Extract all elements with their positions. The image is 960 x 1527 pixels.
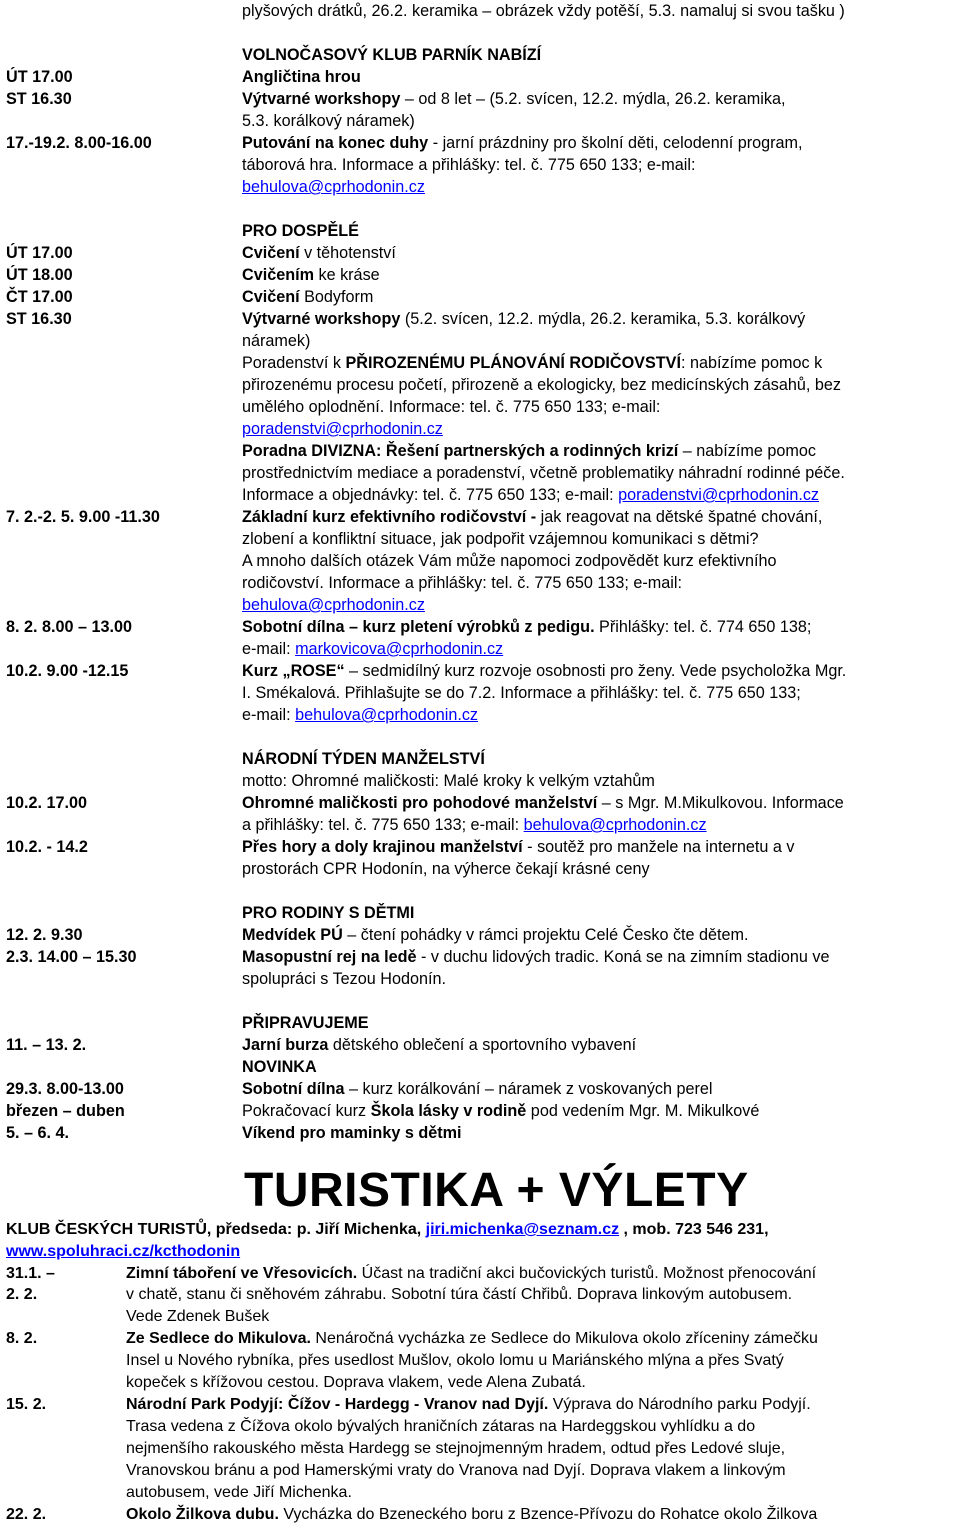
- event-text: [242, 638, 503, 660]
- event-text: [242, 440, 816, 462]
- event-title: Cvičením: [242, 266, 314, 284]
- event-date: ÚT 17.00: [6, 244, 73, 262]
- event-title: Výtvarné workshopy: [242, 90, 401, 108]
- event-date: ČT 17.00: [6, 288, 73, 306]
- event-text: [242, 88, 785, 110]
- event-title: Angličtina hrou: [242, 68, 361, 86]
- event-text: [242, 836, 794, 858]
- email-link[interactable]: jiri.michenka@seznam.cz: [425, 1221, 620, 1238]
- section-heading-pro-rodiny: PRO RODINY S DĚTMI: [242, 904, 415, 922]
- event-text: [242, 704, 478, 726]
- trip-title: Zimní táboření ve Vřesovicích.: [126, 1265, 358, 1282]
- section-heading-pro-dospele: PRO DOSPĚLÉ: [242, 222, 359, 240]
- event-desc: – kurz korálkování – náramek z voskovaných perel: [344, 1080, 713, 1098]
- email-link[interactable]: poradenstvi@cprhodonin.cz: [618, 486, 820, 504]
- event-text: [242, 1078, 713, 1100]
- event-text: [242, 352, 822, 374]
- event-desc: – od 8 let – (5.2. svícen, 12.2. mýdla, 26.2. keramika,: [400, 90, 786, 108]
- event-text: [242, 616, 811, 638]
- club-info: [6, 1219, 769, 1241]
- trip-text: Insel u Nového rybníka, přes usedlost Mušlov, okolo lomu u Mariánského mlýna a přes Svatý: [126, 1352, 784, 1369]
- event-text: [242, 286, 373, 308]
- email-link[interactable]: behulova@cprhodonin.cz: [523, 816, 707, 834]
- event-desc: Poradenství k: [242, 354, 346, 372]
- trip-text: kopeček s křížovou cestou. Doprava vlakem, vede Alena Zubatá.: [126, 1374, 586, 1391]
- event-date: ST 16.30: [6, 310, 72, 328]
- event-title: Jarní burza: [242, 1036, 329, 1054]
- page-title: TURISTIKA + VÝLETY: [244, 1164, 749, 1217]
- trip-text: [126, 1394, 811, 1416]
- trip-title: Národní Park Podyjí: Čížov - Hardegg - Vranov nad Dyjí.: [126, 1396, 549, 1413]
- event-desc: - v duchu lidových tradic. Koná se na zimním stadionu ve: [416, 948, 830, 966]
- continuation-line: plyšových drátků, 26.2. keramika – obrázek vždy potěší, 5.3. namaluj si svou tašku ): [242, 2, 845, 20]
- event-desc: e-mail:: [242, 706, 296, 724]
- event-text: [242, 264, 380, 286]
- event-date: 10.2. 9.00 -12.15: [6, 662, 129, 680]
- section-motto: motto: Ohromné maličkosti: Malé kroky k velkým vztahům: [242, 772, 655, 790]
- trip-desc: Účast na tradiční akci bučovických turistů. Možnost přenocování: [357, 1265, 817, 1282]
- event-text: rodičovství. Informace a přihlášky: tel. č. 775 650 133; e-mail:: [242, 574, 682, 592]
- trip-text: Trasa vedena z Čížova okolo bývalých hraničních zátaras na Hardeggskou vyhlídku a do: [126, 1418, 756, 1435]
- event-date: 10.2. - 14.2: [6, 838, 88, 856]
- email-link[interactable]: behulova@cprhodonin.cz: [242, 596, 425, 614]
- event-text: I. Smékalová. Přihlašujte se do 7.2. Informace a přihlášky: tel. č. 775 650 133;: [242, 684, 801, 702]
- event-title: Medvídek PÚ: [242, 926, 343, 944]
- trip-text: nejmenšího rakouského města Hardegg se stejnojmenným hradem, odtud přes Ledové sluje,: [126, 1440, 786, 1457]
- event-text: [242, 506, 822, 528]
- event-text: umělého oplodnění. Informace: tel. č. 775 650 133; e-mail:: [242, 398, 661, 416]
- event-text: [242, 242, 396, 264]
- trip-text: v chatě, stanu či sněhovém záhrabu. Sobotní túra částí Chřibů. Doprava linkovým autobusem.: [126, 1286, 793, 1303]
- trip-date: 31.1. –: [6, 1265, 55, 1282]
- event-title: Cvičení: [242, 288, 300, 306]
- event-text: [242, 660, 846, 682]
- event-date: 7. 2.-2. 5. 9.00 -11.30: [6, 508, 160, 526]
- event-desc: Pokračovací kurz: [242, 1102, 371, 1120]
- event-text: [242, 1100, 759, 1122]
- event-desc: v těhotenství: [299, 244, 396, 262]
- event-date: březen – duben: [6, 1102, 125, 1120]
- event-title: Poradna DIVIZNA: Řešení partnerských a rodinných krizí: [242, 442, 679, 460]
- event-text: [242, 1034, 636, 1056]
- event-text: spolupráci s Tezou Hodonín.: [242, 970, 446, 988]
- section-heading-pripravujeme: PŘIPRAVUJEME: [242, 1014, 369, 1032]
- event-desc: a přihlášky: tel. č. 775 650 133; e-mail:: [242, 816, 524, 834]
- section-heading-narodni-tyden: NÁRODNÍ TÝDEN MANŽELSTVÍ: [242, 750, 485, 768]
- event-title: Putování na konec duhy: [242, 134, 429, 152]
- event-desc: – čtení pohádky v rámci projektu Celé Česko čte dětem.: [342, 926, 749, 944]
- event-date: 29.3. 8.00-13.00: [6, 1080, 124, 1098]
- trip-title: Ze Sedlece do Mikulova.: [126, 1330, 311, 1347]
- event-text: [242, 792, 844, 814]
- event-title: Sobotní dílna – kurz pletení výrobků z pedigu.: [242, 618, 595, 636]
- section-heading-novinka: NOVINKA: [242, 1058, 317, 1076]
- event-title: Přes hory a doly krajinou manželství: [242, 838, 523, 856]
- trip-text: Vranovskou bránu a pod Hamerskými vraty do Vranova nad Dyjí. Doprava vlakem a linkovým: [126, 1462, 786, 1479]
- event-desc: - jarní prázdniny pro školní děti, celodenní program,: [428, 134, 803, 152]
- event-desc: ke kráse: [313, 266, 380, 284]
- trip-desc: Vycházka do Bzeneckého boru z Bzence-Přívozu do Rohatce okolo Žilkova: [278, 1506, 818, 1523]
- event-text: [242, 132, 803, 154]
- event-date: 17.-19.2. 8.00-16.00: [6, 134, 152, 152]
- trip-date: 22. 2.: [6, 1506, 47, 1523]
- event-desc: Informace a objednávky: tel. č. 775 650 133; e-mail:: [242, 486, 619, 504]
- event-title: Masopustní rej na ledě: [242, 948, 417, 966]
- event-text: [242, 484, 819, 506]
- event-title: Cvičení: [242, 244, 300, 262]
- event-title: Ohromné maličkosti pro pohodové manželství: [242, 794, 598, 812]
- event-desc: Přihlášky: tel. č. 774 650 138;: [594, 618, 812, 636]
- event-title: Sobotní dílna: [242, 1080, 345, 1098]
- event-text: prostorách CPR Hodonín, na výherce čekají krásné ceny: [242, 860, 650, 878]
- trip-date: 8. 2.: [6, 1330, 38, 1347]
- event-text: [242, 814, 707, 836]
- trip-text: [126, 1263, 816, 1285]
- event-title: Víkend pro maminky s dětmi: [242, 1124, 462, 1142]
- event-text: [242, 924, 749, 946]
- trip-text: [126, 1328, 818, 1350]
- event-date: 5. – 6. 4.: [6, 1124, 69, 1142]
- event-date: ST 16.30: [6, 90, 72, 108]
- event-title: Výtvarné workshopy: [242, 310, 401, 328]
- event-text: [242, 308, 805, 330]
- event-title: PŘIROZENÉMU PLÁNOVÁNÍ RODIČOVSTVÍ: [345, 354, 681, 372]
- trip-text: Vede Zdenek Bušek: [126, 1308, 270, 1325]
- club-info-phone: , mob. 723 546 231,: [619, 1221, 769, 1238]
- event-desc: dětského oblečení a sportovního vybavení: [328, 1036, 637, 1054]
- email-link[interactable]: poradenstvi@cprhodonin.cz: [242, 420, 443, 438]
- event-text: [242, 946, 830, 968]
- event-text: táborová hra. Informace a přihlášky: tel. č. 775 650 133; e-mail:: [242, 156, 696, 174]
- event-desc: – s Mgr. M.Mikulkovou. Informace: [597, 794, 844, 812]
- trip-title: Okolo Žilkova dubu.: [126, 1506, 279, 1523]
- trip-text: autobusem, vede Jiří Michenka.: [126, 1484, 352, 1501]
- event-text: zlobení a konfliktní situace, jak podpořit vzájemnou komunikaci s dětmi?: [242, 530, 759, 548]
- event-title: Kurz „ROSE“: [242, 662, 345, 680]
- event-date: ÚT 18.00: [6, 266, 73, 284]
- event-text: A mnoho dalších otázek Vám může napomoci zodpovědět kurz efektivního: [242, 552, 777, 570]
- event-desc: – nabízíme pomoc: [678, 442, 816, 460]
- trip-date: 2. 2.: [6, 1286, 38, 1303]
- club-info-text: KLUB ČESKÝCH TURISTŮ, předseda: p. Jiří Michenka,: [6, 1221, 426, 1238]
- event-desc: (5.2. svícen, 12.2. mýdla, 26.2. keramika, 5.3. korálkový: [400, 310, 806, 328]
- event-desc: pod vedením Mgr. M. Mikulkové: [526, 1102, 760, 1120]
- event-desc: - soutěž pro manžele na internetu a v: [522, 838, 795, 856]
- event-desc: : nabízíme pomoc k: [680, 354, 823, 372]
- trip-text: [126, 1504, 817, 1526]
- event-desc: e-mail:: [242, 640, 296, 658]
- event-text: náramek): [242, 332, 311, 350]
- email-link[interactable]: behulova@cprhodonin.cz: [295, 706, 479, 724]
- event-date: 11. – 13. 2.: [6, 1036, 87, 1054]
- event-text: 5.3. korálkový náramek): [242, 112, 415, 130]
- event-date: ÚT 17.00: [6, 68, 73, 86]
- event-date: 2.3. 14.00 – 15.30: [6, 948, 137, 966]
- event-title: Základní kurz efektivního rodičovství -: [242, 508, 537, 526]
- website-link[interactable]: www.spoluhraci.cz/kcthodonin: [6, 1243, 241, 1260]
- event-text: prostřednictvím mediace a poradenství, včetně problematiky náhradní rodinné péče.: [242, 464, 845, 482]
- event-desc: – sedmidílný kurz rozvoje osobnosti pro ženy. Vede psycholožka Mgr.: [344, 662, 847, 680]
- email-link[interactable]: markovicova@cprhodonin.cz: [295, 640, 504, 658]
- event-desc: jak reagovat na dětské špatné chování,: [536, 508, 823, 526]
- event-date: 8. 2. 8.00 – 13.00: [6, 618, 133, 636]
- trip-desc: Výprava do Národního parku Podyjí.: [548, 1396, 811, 1413]
- trip-desc: Nenáročná vycházka ze Sedlece do Mikulova okolo zříceniny zámečku: [310, 1330, 818, 1347]
- event-date: 12. 2. 9.30: [6, 926, 83, 944]
- section-heading-volnocasovy-klub: VOLNOČASOVÝ KLUB PARNÍK NABÍZÍ: [242, 46, 542, 64]
- event-title: Škola lásky v rodině: [370, 1102, 527, 1120]
- trip-date: 15. 2.: [6, 1396, 47, 1413]
- event-date: 10.2. 17.00: [6, 794, 88, 812]
- event-text: přirozenému procesu početí, přirozeně a ekologicky, bez medicínských zásahů, bez: [242, 376, 841, 394]
- email-link[interactable]: behulova@cprhodonin.cz: [242, 178, 425, 196]
- event-desc: Bodyform: [299, 288, 374, 306]
